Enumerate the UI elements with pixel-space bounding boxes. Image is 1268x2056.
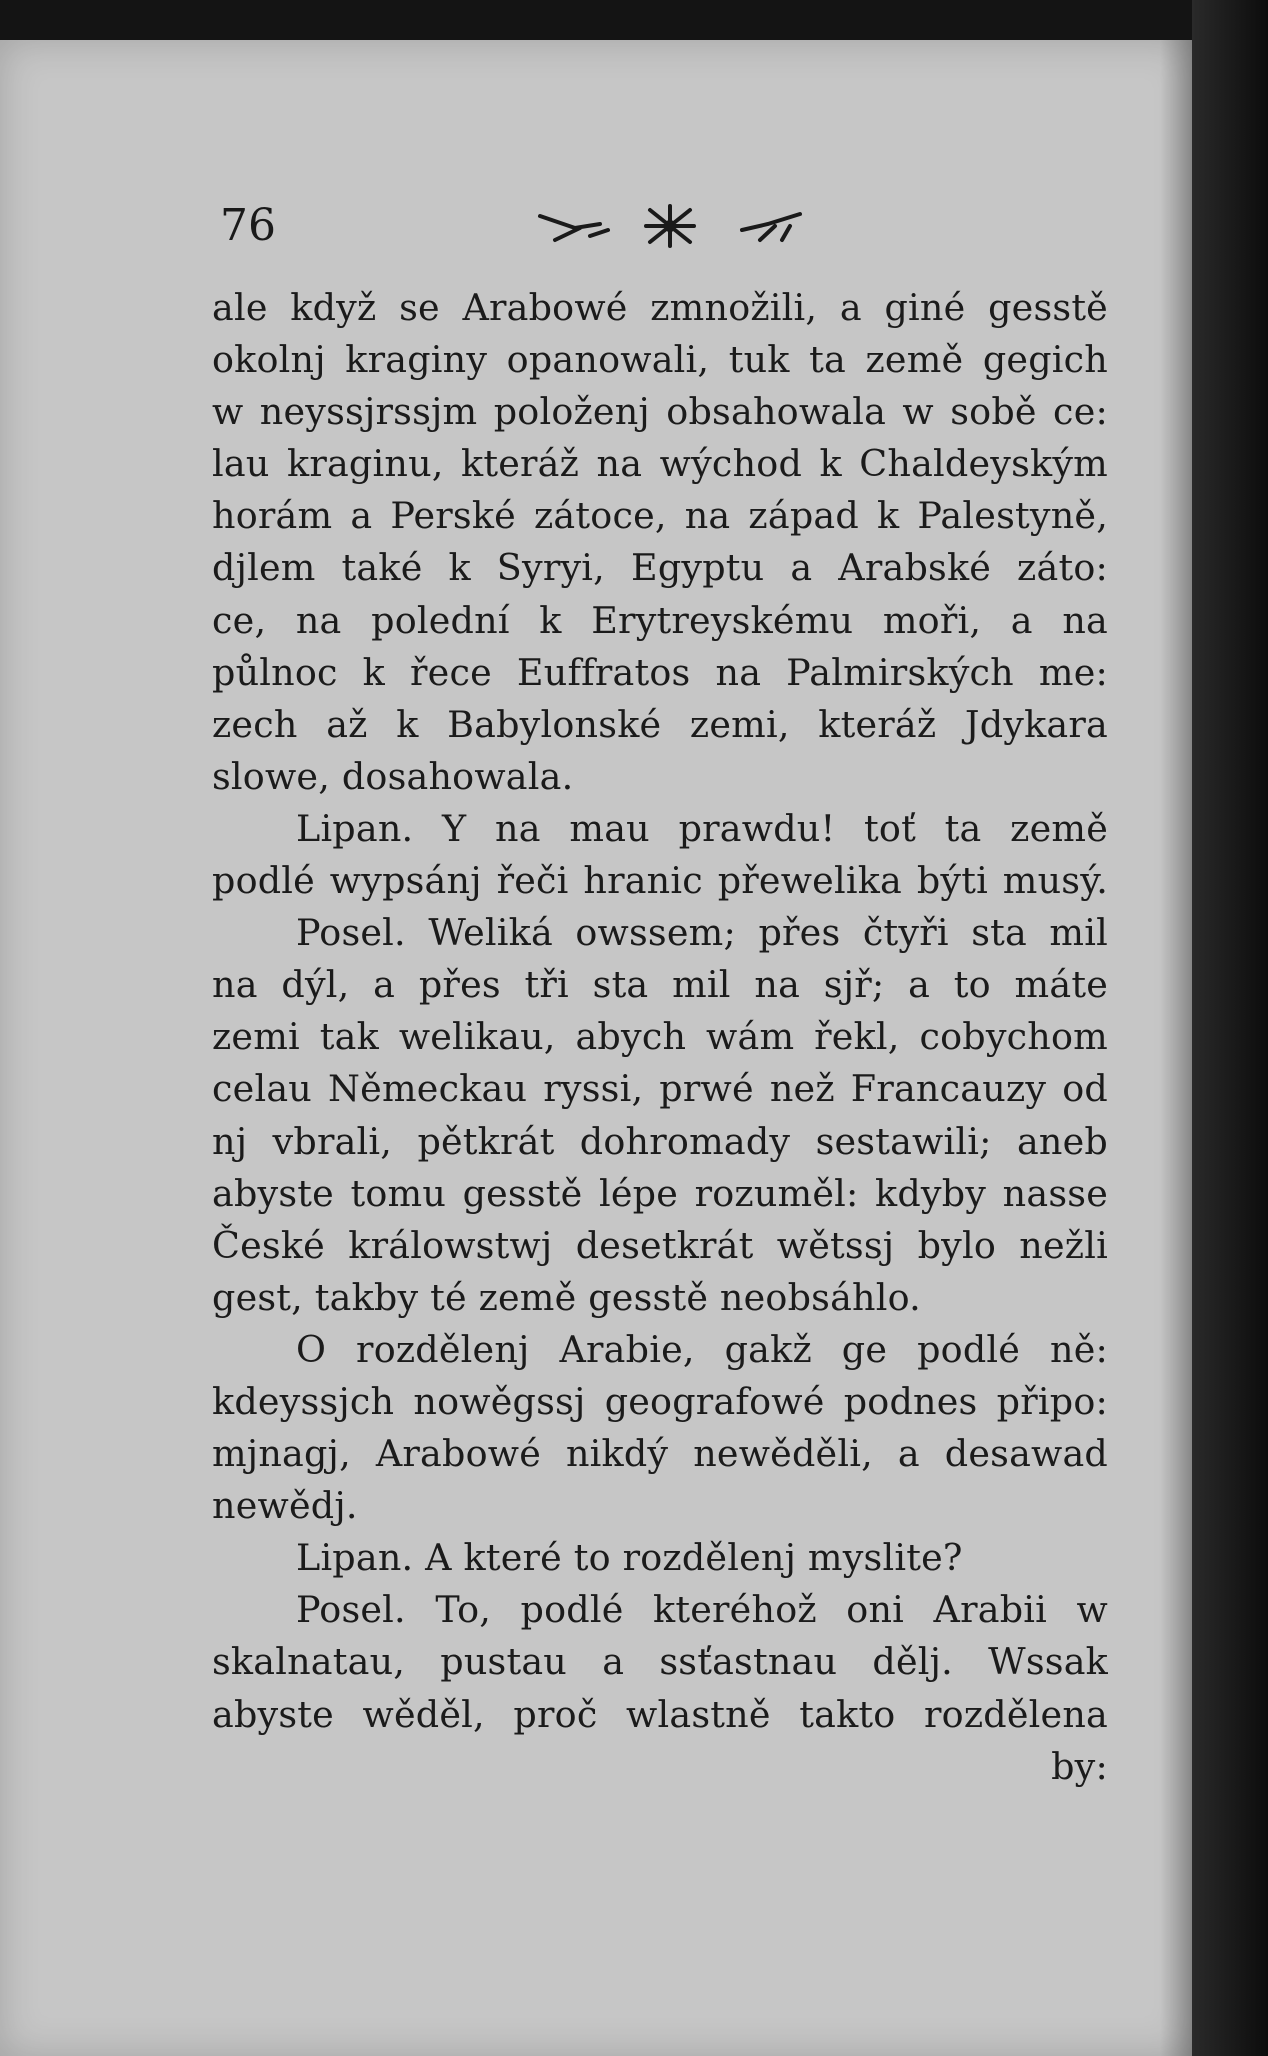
text-line: zech až k Babylonské zemi, kteráž Jdykara — [212, 702, 1108, 746]
text-line: ce, na polední k Erytreyskému moři, a na — [212, 598, 1108, 642]
text-line: slowe, dosahowala. — [212, 754, 574, 798]
text-line: lau kraginu, kteráž na wýchod k Chaldeyským — [212, 442, 1108, 486]
gutter-shadow — [1160, 40, 1192, 2056]
text-line: nj vbrali, pětkrát dohromady sestawili; aneb — [212, 1119, 1108, 1163]
text-line: abyste wěděl, proč wlastně takto rozdělena — [212, 1692, 1108, 1736]
text-line: horám a Perské zátoce, na západ k Palestyně, — [212, 494, 1108, 538]
dialogue-line: Posel. Weliká owssem; přes čtyři sta mil — [296, 911, 1108, 955]
catchword: by: — [1051, 1744, 1108, 1788]
text-line: abyste tomu gesstě lépe rozuměl: kdyby nasse — [212, 1171, 1108, 1215]
text-line: ale když se Arabowé zmnožili, a giné gesstě — [212, 286, 1108, 329]
text-line: půlnoc k řece Euffratos na Palmirských me: — [212, 650, 1108, 694]
dialogue-line: Posel. To, podlé kteréhož oni Arabii w — [296, 1588, 1108, 1632]
text-line: podlé wypsánj řeči hranic přewelika býti musý. — [212, 859, 1108, 903]
fleuron-ornament-icon — [520, 196, 820, 256]
text-line: newědj. — [212, 1484, 358, 1528]
text-line: České králowstwj desetkrát wětssj bylo nežli — [212, 1223, 1108, 1267]
book-fold-edge — [1192, 0, 1268, 2056]
paragraph-line: O rozdělenj Arabie, gakž ge podlé ně: — [296, 1327, 1108, 1371]
text-line: kdeyssjch nowěgssj geografowé podnes připo: — [212, 1379, 1108, 1423]
text-line: skalnatau, pustau a ssťastnau dělj. Wssak — [212, 1640, 1108, 1684]
text-line: gest, takby té země gesstě neobsáhlo. — [212, 1275, 921, 1319]
dialogue-line: Lipan. A které to rozdělenj myslite? — [296, 1536, 963, 1580]
page-header — [220, 196, 1060, 256]
text-line: djlem také k Syryi, Egyptu a Arabské záto: — [212, 546, 1108, 590]
text-line: okolnj kraginy opanowali, tuk ta země gegich — [212, 338, 1108, 382]
text-line: celau Německau ryssi, prwé než Francauzy od — [212, 1067, 1108, 1111]
text-line: na dýl, a přes tři sta mil na sjř; a to máte — [212, 963, 1108, 1007]
text-line: mjnagj, Arabowé nikdý newěděli, a desawad — [212, 1432, 1108, 1476]
body-text — [212, 282, 1108, 1793]
text-line: zemi tak welikau, abych wám řekl, cobychom — [212, 1015, 1108, 1059]
dialogue-line: Lipan. Y na mau prawdu! toť ta země — [296, 806, 1108, 850]
text-line: w neyssjrssjm položenj obsahowala w sobě ce: — [212, 390, 1108, 434]
page-number: 76 — [220, 200, 276, 251]
